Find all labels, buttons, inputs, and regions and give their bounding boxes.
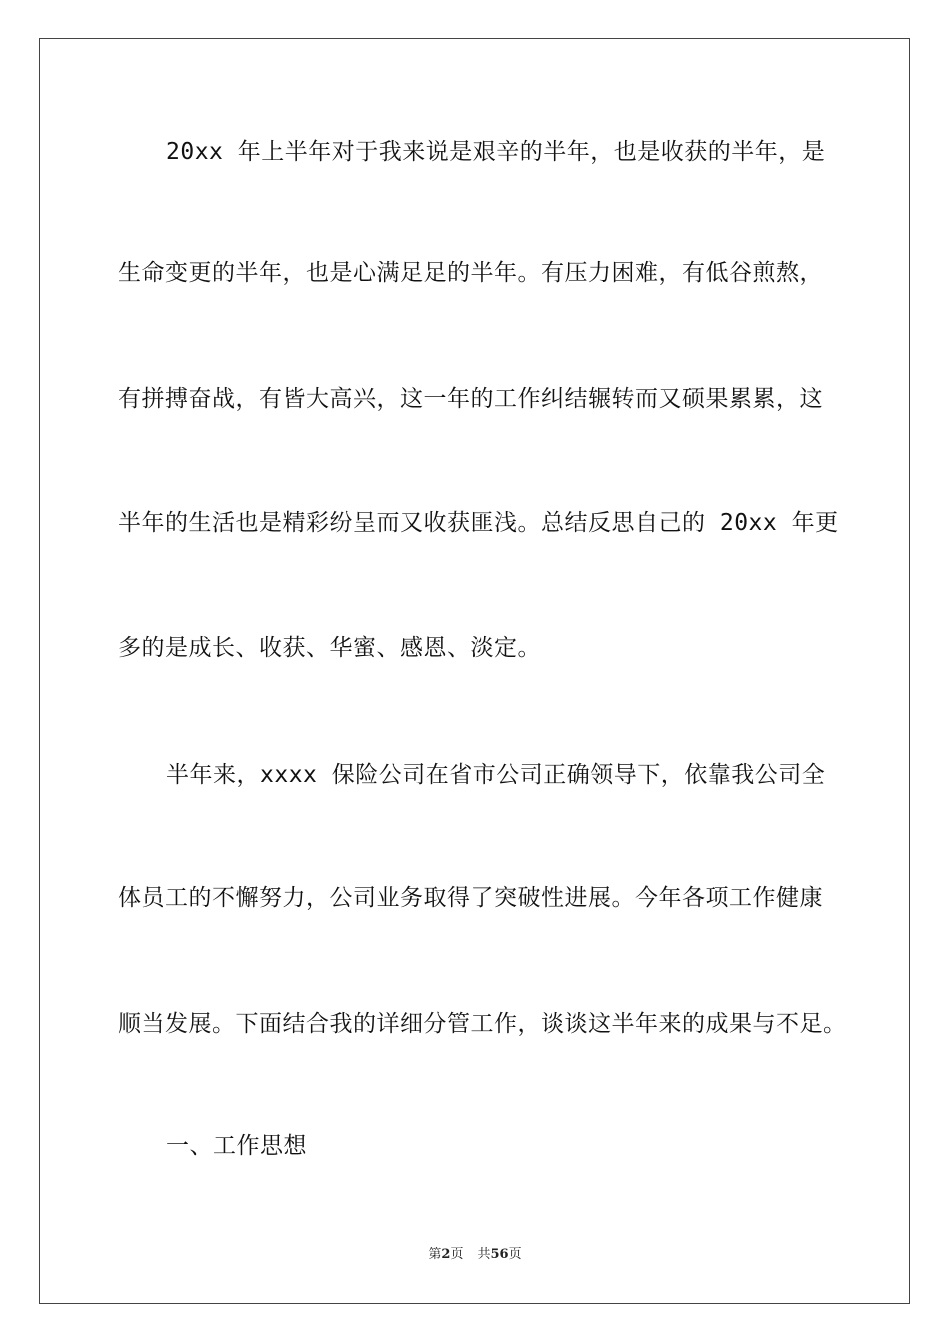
footer-page-suffix: 页	[450, 1247, 464, 1262]
footer-page-number: 2	[441, 1247, 451, 1262]
section-heading: 一、工作思想	[166, 1133, 307, 1159]
page-border	[39, 38, 910, 1304]
footer-page-prefix: 第	[428, 1247, 442, 1262]
paragraph-1-line-1: 20xx 年上半年对于我来说是艰辛的半年，也是收获的半年，是	[166, 139, 826, 165]
paragraph-1-line-3: 有拼搏奋战，有皆大高兴，这一年的工作纠结辗转而又硕果累累，这	[118, 386, 823, 412]
paragraph-2-line-2: 体员工的不懈努力，公司业务取得了突破性进展。今年各项工作健康	[118, 885, 823, 911]
paragraph-1-line-2: 生命变更的半年，也是心满足足的半年。有压力困难，有低谷煎熬，	[118, 260, 823, 286]
paragraph-2-line-3: 顺当发展。下面结合我的详细分管工作，谈谈这半年来的成果与不足。	[118, 1011, 847, 1037]
paragraph-1-line-4: 半年的生活也是精彩纷呈而又收获匪浅。总结反思自己的 20xx 年更	[118, 510, 839, 536]
paragraph-2-line-1: 半年来，xxxx 保险公司在省市公司正确领导下，依靠我公司全	[166, 762, 826, 788]
footer-total-pages: 56	[490, 1247, 509, 1262]
footer-total-suffix: 页	[508, 1247, 522, 1262]
footer-total-prefix: 共	[477, 1247, 491, 1262]
paragraph-1-line-5: 多的是成长、收获、华蜜、感恩、淡定。	[118, 635, 541, 661]
page-footer	[0, 1246, 950, 1264]
